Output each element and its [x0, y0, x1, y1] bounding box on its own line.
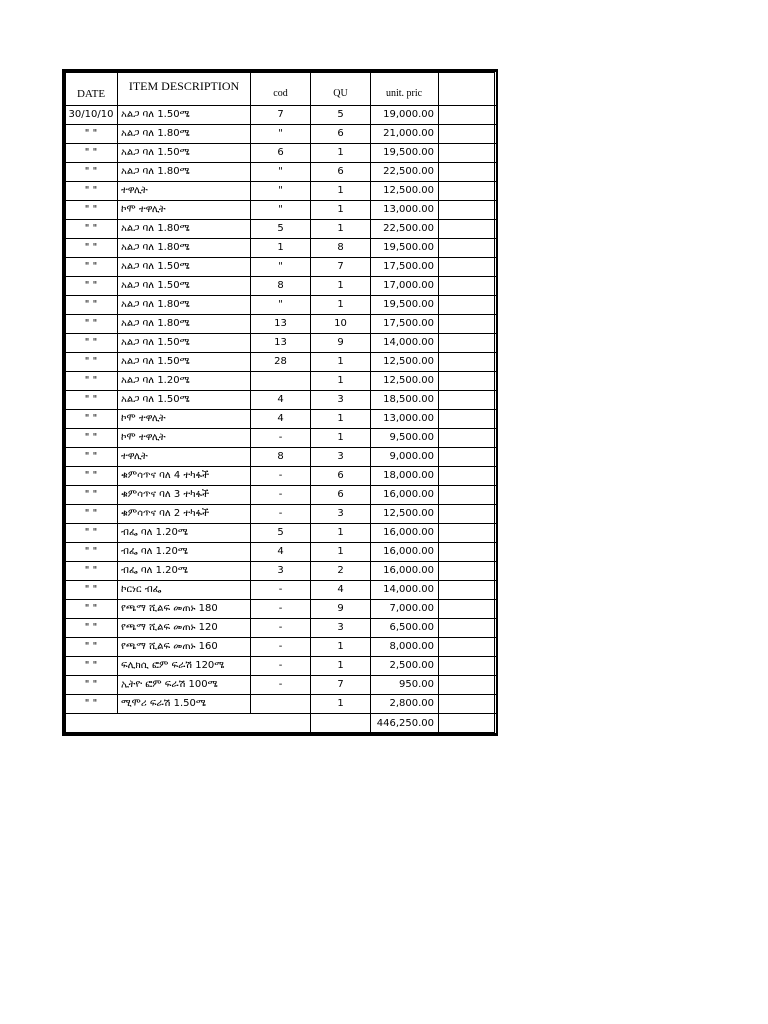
date-cell[interactable]: " ": [65, 163, 118, 182]
header-qu[interactable]: QU: [311, 72, 371, 106]
header-cod[interactable]: cod: [251, 72, 311, 106]
description-cell[interactable]: ኢትዮ ፎም ፍራሽ 100ሜ: [118, 676, 251, 695]
description-cell[interactable]: ሚሞሪ ፍራሽ 1.50ሜ: [118, 695, 251, 714]
qu-cell[interactable]: 1: [311, 695, 371, 714]
unit-price-cell[interactable]: 16,000.00: [371, 486, 439, 505]
qu-cell[interactable]: 2: [311, 562, 371, 581]
qu-cell[interactable]: 1: [311, 201, 371, 220]
qu-cell[interactable]: 3: [311, 448, 371, 467]
table-row: [65, 220, 497, 239]
table-row: [65, 562, 497, 581]
cod-cell[interactable]: 6: [251, 144, 311, 163]
cod-cell[interactable]: 4: [251, 391, 311, 410]
cod-cell[interactable]: -: [251, 638, 311, 657]
total-value[interactable]: 446,250.00: [371, 714, 439, 734]
unit-price-cell[interactable]: 12,500.00: [371, 353, 439, 372]
unit-price-cell[interactable]: 22,500.00: [371, 220, 439, 239]
total-label[interactable]: [65, 714, 311, 734]
table-row: [65, 429, 497, 448]
table-row: [65, 315, 497, 334]
description-cell[interactable]: አልጋ ባለ 1.50ሜ: [118, 258, 251, 277]
cod-cell[interactable]: ": [251, 296, 311, 315]
table-row: [65, 448, 497, 467]
qu-cell[interactable]: 1: [311, 410, 371, 429]
date-cell[interactable]: " ": [65, 581, 118, 600]
unit-price-cell[interactable]: 17,500.00: [371, 315, 439, 334]
table-row: [65, 410, 497, 429]
description-cell[interactable]: ቁምሳጥና ባለ 4 ተካፋች: [118, 467, 251, 486]
qu-cell[interactable]: 1: [311, 296, 371, 315]
qu-cell[interactable]: 1: [311, 429, 371, 448]
description-cell[interactable]: አልጋ ባለ 1.80ሜ: [118, 315, 251, 334]
date-cell[interactable]: " ": [65, 562, 118, 581]
extra-cell[interactable]: [439, 353, 497, 372]
table-row: [65, 543, 497, 562]
extra-cell[interactable]: [439, 676, 497, 695]
total-extra-cell[interactable]: [439, 714, 497, 734]
cod-cell[interactable]: -: [251, 505, 311, 524]
extra-cell[interactable]: [439, 391, 497, 410]
qu-cell[interactable]: 6: [311, 125, 371, 144]
unit-price-cell[interactable]: 19,500.00: [371, 144, 439, 163]
extra-cell[interactable]: [439, 543, 497, 562]
qu-cell[interactable]: 1: [311, 524, 371, 543]
table-row: [65, 334, 497, 353]
description-cell[interactable]: ፍሊክሲ ፎም ፍራሽ 120ሜ: [118, 657, 251, 676]
description-cell[interactable]: አልጋ ባለ 1.80ሜ: [118, 125, 251, 144]
table-row: [65, 258, 497, 277]
table-row: [65, 239, 497, 258]
date-cell[interactable]: " ": [65, 505, 118, 524]
cod-cell[interactable]: -: [251, 581, 311, 600]
date-cell[interactable]: " ": [65, 391, 118, 410]
date-cell[interactable]: " ": [65, 144, 118, 163]
unit-price-cell[interactable]: 18,000.00: [371, 467, 439, 486]
unit-price-cell[interactable]: 16,000.00: [371, 524, 439, 543]
extra-cell[interactable]: [439, 201, 497, 220]
description-cell[interactable]: ተዋሊት: [118, 182, 251, 201]
unit-price-cell[interactable]: 9,000.00: [371, 448, 439, 467]
unit-price-cell[interactable]: 2,500.00: [371, 657, 439, 676]
table-row: [65, 505, 497, 524]
cod-cell[interactable]: -: [251, 486, 311, 505]
extra-cell[interactable]: [439, 657, 497, 676]
date-cell[interactable]: " ": [65, 220, 118, 239]
qu-cell[interactable]: 1: [311, 638, 371, 657]
extra-cell[interactable]: [439, 448, 497, 467]
description-cell[interactable]: የጫማ ሺልፍ መጠኑ 120: [118, 619, 251, 638]
description-cell[interactable]: አልጋ ባለ 1.50ሜ: [118, 106, 251, 125]
extra-cell[interactable]: [439, 106, 497, 125]
qu-cell[interactable]: 1: [311, 543, 371, 562]
header-unit-price[interactable]: unit. pric: [371, 72, 439, 106]
cod-cell[interactable]: ": [251, 258, 311, 277]
unit-price-cell[interactable]: 16,000.00: [371, 562, 439, 581]
cod-cell[interactable]: -: [251, 619, 311, 638]
date-cell[interactable]: " ": [65, 239, 118, 258]
description-cell[interactable]: ቁምሳጥና ባለ 2 ተካፋች: [118, 505, 251, 524]
date-cell[interactable]: " ": [65, 372, 118, 391]
unit-price-cell[interactable]: 7,000.00: [371, 600, 439, 619]
extra-cell[interactable]: [439, 296, 497, 315]
description-cell[interactable]: የጫማ ሺልፍ መጠኑ 160: [118, 638, 251, 657]
date-cell[interactable]: " ": [65, 619, 118, 638]
cod-cell[interactable]: 1: [251, 239, 311, 258]
extra-cell[interactable]: [439, 372, 497, 391]
item-table: [64, 71, 497, 734]
extra-cell[interactable]: [439, 410, 497, 429]
cod-cell[interactable]: [251, 372, 311, 391]
extra-cell[interactable]: [439, 258, 497, 277]
table-row: [65, 581, 497, 600]
header-item-description[interactable]: ITEM DESCRIPTION: [118, 72, 251, 106]
cod-cell[interactable]: 4: [251, 410, 311, 429]
unit-price-cell[interactable]: 950.00: [371, 676, 439, 695]
description-cell[interactable]: አልጋ ባለ 1.80ሜ: [118, 163, 251, 182]
table-row: [65, 201, 497, 220]
description-cell[interactable]: አልጋ ባለ 1.20ሜ: [118, 372, 251, 391]
unit-price-cell[interactable]: 21,000.00: [371, 125, 439, 144]
date-cell[interactable]: " ": [65, 201, 118, 220]
date-cell[interactable]: " ": [65, 695, 118, 714]
description-cell[interactable]: አልጋ ባለ 1.80ሜ: [118, 296, 251, 315]
extra-cell[interactable]: [439, 581, 497, 600]
qu-cell[interactable]: 3: [311, 619, 371, 638]
qu-cell[interactable]: 6: [311, 163, 371, 182]
total-empty-cell[interactable]: [311, 714, 371, 734]
cod-cell[interactable]: ": [251, 182, 311, 201]
table-row: [65, 125, 497, 144]
cod-cell[interactable]: ": [251, 201, 311, 220]
unit-price-cell[interactable]: 14,000.00: [371, 581, 439, 600]
extra-cell[interactable]: [439, 334, 497, 353]
date-cell[interactable]: " ": [65, 448, 118, 467]
qu-cell[interactable]: 10: [311, 315, 371, 334]
cod-cell[interactable]: -: [251, 429, 311, 448]
header-extra[interactable]: [439, 72, 497, 106]
extra-cell[interactable]: [439, 695, 497, 714]
description-cell[interactable]: አልጋ ባለ 1.80ሜ: [118, 220, 251, 239]
table-row: [65, 676, 497, 695]
table-row: [65, 695, 497, 714]
table-row: [65, 600, 497, 619]
cod-cell[interactable]: -: [251, 600, 311, 619]
cod-cell[interactable]: ": [251, 163, 311, 182]
table-row: [65, 391, 497, 410]
table-row: [65, 638, 497, 657]
date-cell[interactable]: " ": [65, 277, 118, 296]
extra-cell[interactable]: [439, 619, 497, 638]
cod-cell[interactable]: 13: [251, 334, 311, 353]
table-row: [65, 353, 497, 372]
unit-price-cell[interactable]: 6,500.00: [371, 619, 439, 638]
description-cell[interactable]: ብፌ ባለ 1.20ሜ: [118, 562, 251, 581]
qu-cell[interactable]: 7: [311, 258, 371, 277]
description-cell[interactable]: አልጋ ባለ 1.50ሜ: [118, 334, 251, 353]
unit-price-cell[interactable]: 17,000.00: [371, 277, 439, 296]
unit-price-cell[interactable]: 16,000.00: [371, 543, 439, 562]
cod-cell[interactable]: 5: [251, 220, 311, 239]
unit-price-cell[interactable]: 17,500.00: [371, 258, 439, 277]
description-cell[interactable]: ኮርነር ብፌ: [118, 581, 251, 600]
qu-cell[interactable]: 1: [311, 657, 371, 676]
cod-cell[interactable]: 3: [251, 562, 311, 581]
cod-cell[interactable]: 8: [251, 277, 311, 296]
description-cell[interactable]: ኮሞ ተዋሊት: [118, 410, 251, 429]
date-cell[interactable]: " ": [65, 353, 118, 372]
date-cell[interactable]: " ": [65, 125, 118, 144]
cod-cell[interactable]: -: [251, 467, 311, 486]
unit-price-cell[interactable]: 19,000.00: [371, 106, 439, 125]
table-row: [65, 372, 497, 391]
extra-cell[interactable]: [439, 562, 497, 581]
date-cell[interactable]: " ": [65, 467, 118, 486]
date-cell[interactable]: " ": [65, 258, 118, 277]
qu-cell[interactable]: 9: [311, 334, 371, 353]
unit-price-cell[interactable]: 9,500.00: [371, 429, 439, 448]
qu-cell[interactable]: 6: [311, 467, 371, 486]
date-cell[interactable]: " ": [65, 334, 118, 353]
cod-cell[interactable]: ": [251, 125, 311, 144]
date-cell[interactable]: " ": [65, 600, 118, 619]
extra-cell[interactable]: [439, 505, 497, 524]
extra-cell[interactable]: [439, 315, 497, 334]
date-cell[interactable]: 30/10/10: [65, 106, 118, 125]
description-cell[interactable]: አልጋ ባለ 1.80ሜ: [118, 239, 251, 258]
extra-cell[interactable]: [439, 467, 497, 486]
unit-price-cell[interactable]: 12,500.00: [371, 182, 439, 201]
unit-price-cell[interactable]: 12,500.00: [371, 505, 439, 524]
table-row: [65, 182, 497, 201]
table-row: [65, 163, 497, 182]
table-row: [65, 144, 497, 163]
unit-price-cell[interactable]: 13,000.00: [371, 410, 439, 429]
date-cell[interactable]: " ": [65, 182, 118, 201]
extra-cell[interactable]: [439, 486, 497, 505]
qu-cell[interactable]: 8: [311, 239, 371, 258]
description-cell[interactable]: ኮሞ ተዋሊት: [118, 429, 251, 448]
date-cell[interactable]: " ": [65, 657, 118, 676]
description-cell[interactable]: አልጋ ባለ 1.50ሜ: [118, 277, 251, 296]
date-cell[interactable]: " ": [65, 315, 118, 334]
extra-cell[interactable]: [439, 524, 497, 543]
qu-cell[interactable]: 1: [311, 182, 371, 201]
table-row: [65, 619, 497, 638]
date-cell[interactable]: " ": [65, 543, 118, 562]
extra-cell[interactable]: [439, 144, 497, 163]
description-cell[interactable]: የጫማ ሺልፍ መጠኑ 180: [118, 600, 251, 619]
qu-cell[interactable]: 3: [311, 391, 371, 410]
extra-cell[interactable]: [439, 163, 497, 182]
description-cell[interactable]: ብፌ ባለ 1.20ሜ: [118, 524, 251, 543]
date-cell[interactable]: " ": [65, 638, 118, 657]
extra-cell[interactable]: [439, 220, 497, 239]
extra-cell[interactable]: [439, 277, 497, 296]
date-cell[interactable]: " ": [65, 410, 118, 429]
description-cell[interactable]: ተዋሊት: [118, 448, 251, 467]
unit-price-cell[interactable]: 2,800.00: [371, 695, 439, 714]
unit-price-cell[interactable]: 22,500.00: [371, 163, 439, 182]
table-row: [65, 296, 497, 315]
extra-cell[interactable]: [439, 429, 497, 448]
cod-cell[interactable]: -: [251, 676, 311, 695]
description-cell[interactable]: ኮሞ ተዋሊት: [118, 201, 251, 220]
table-row: [65, 524, 497, 543]
cod-cell[interactable]: 4: [251, 543, 311, 562]
qu-cell[interactable]: 1: [311, 220, 371, 239]
extra-cell[interactable]: [439, 182, 497, 201]
table-row: [65, 467, 497, 486]
table-row: [65, 277, 497, 296]
description-cell[interactable]: አልጋ ባለ 1.50ሜ: [118, 353, 251, 372]
table-row: [65, 657, 497, 676]
qu-cell[interactable]: 4: [311, 581, 371, 600]
table-row: [65, 106, 497, 125]
qu-cell[interactable]: 7: [311, 676, 371, 695]
header-row: [65, 72, 497, 106]
date-cell[interactable]: " ": [65, 676, 118, 695]
qu-cell[interactable]: 1: [311, 277, 371, 296]
description-cell[interactable]: ቁምሳጥና ባለ 3 ተካፋች: [118, 486, 251, 505]
cod-cell[interactable]: -: [251, 657, 311, 676]
unit-price-cell[interactable]: 19,500.00: [371, 239, 439, 258]
cod-cell[interactable]: 5: [251, 524, 311, 543]
unit-price-cell[interactable]: 19,500.00: [371, 296, 439, 315]
date-cell[interactable]: " ": [65, 296, 118, 315]
cod-cell[interactable]: 28: [251, 353, 311, 372]
extra-cell[interactable]: [439, 600, 497, 619]
cod-cell[interactable]: 7: [251, 106, 311, 125]
qu-cell[interactable]: 5: [311, 106, 371, 125]
qu-cell[interactable]: 9: [311, 600, 371, 619]
extra-cell[interactable]: [439, 239, 497, 258]
qu-cell[interactable]: 1: [311, 372, 371, 391]
total-row: [65, 714, 497, 734]
description-cell[interactable]: ብፌ ባለ 1.20ሜ: [118, 543, 251, 562]
unit-price-cell[interactable]: 13,000.00: [371, 201, 439, 220]
cod-cell[interactable]: [251, 695, 311, 714]
cod-cell[interactable]: 8: [251, 448, 311, 467]
qu-cell[interactable]: 6: [311, 486, 371, 505]
extra-cell[interactable]: [439, 638, 497, 657]
unit-price-cell[interactable]: 12,500.00: [371, 372, 439, 391]
cod-cell[interactable]: 13: [251, 315, 311, 334]
description-cell[interactable]: አልጋ ባለ 1.50ሜ: [118, 391, 251, 410]
date-cell[interactable]: " ": [65, 486, 118, 505]
unit-price-cell[interactable]: 14,000.00: [371, 334, 439, 353]
table-row: [65, 486, 497, 505]
qu-cell[interactable]: 1: [311, 144, 371, 163]
date-cell[interactable]: " ": [65, 429, 118, 448]
unit-price-cell[interactable]: 18,500.00: [371, 391, 439, 410]
qu-cell[interactable]: 3: [311, 505, 371, 524]
description-cell[interactable]: አልጋ ባለ 1.50ሜ: [118, 144, 251, 163]
unit-price-cell[interactable]: 8,000.00: [371, 638, 439, 657]
qu-cell[interactable]: 1: [311, 353, 371, 372]
date-cell[interactable]: " ": [65, 524, 118, 543]
extra-cell[interactable]: [439, 125, 497, 144]
spreadsheet-table: [62, 69, 498, 736]
header-date[interactable]: DATE: [65, 72, 118, 106]
